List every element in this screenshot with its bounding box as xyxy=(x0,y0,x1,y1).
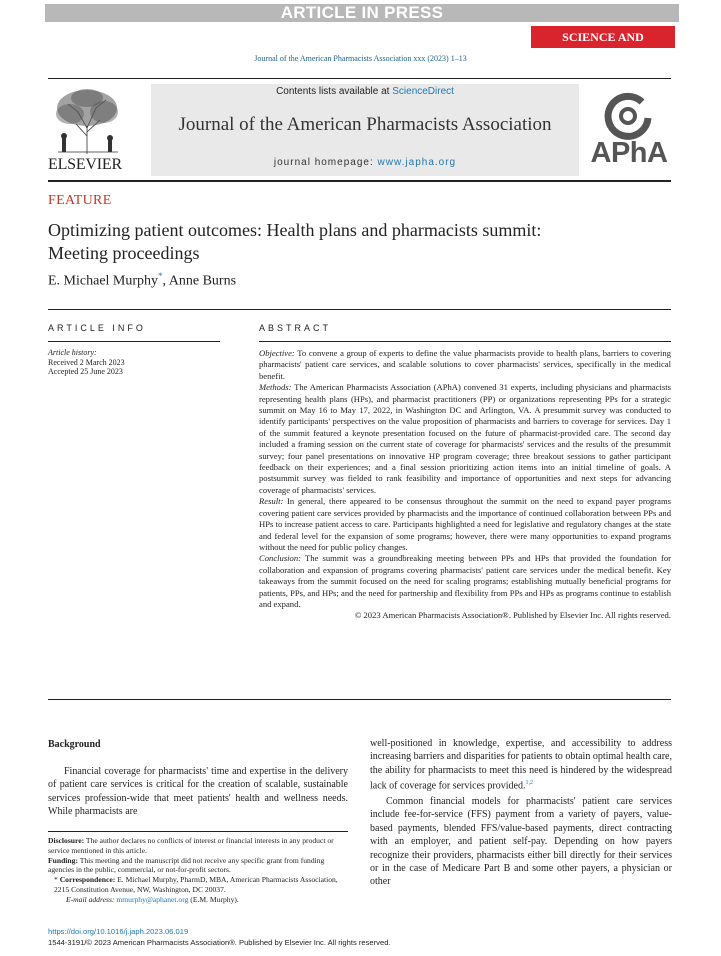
journal-title: Journal of the American Pharmacists Association xyxy=(178,114,552,135)
objective-text: To convene a group of experts to define the value pharmacists provide to health plans, barriers to covering pharmacists' patient care services, and scalable solutions to cover pharmacists' services, specifically in the medical benefit. xyxy=(259,348,671,381)
journal-masthead xyxy=(151,84,579,176)
section-badge: SCIENCE AND PRACTICE xyxy=(531,26,675,48)
author-name[interactable]: E. Michael Murphy xyxy=(48,273,159,289)
homepage-link[interactable]: www.japha.org xyxy=(377,157,457,168)
history-label: Article history: xyxy=(48,348,97,357)
abstract-heading: ABSTRACT xyxy=(259,323,332,333)
abstract-result xyxy=(259,496,671,553)
paragraph-text: well-positioned in knowledge, expertise, and accessibility to address increasing barriers and disparities for patients to obtain optimal health care, the ability for pharmacists to meet this need is hindered by the widespread lack of coverage for services provided. xyxy=(370,738,672,792)
methods-text: The American Pharmacists Association (APhA) convened 31 experts, including physicians and pharmacists representing health plans (HPs), and pharmacist practitioners (PP) or organizations representing PPs for a strategic summit on May 16 to May 17, 2022, in Washington DC and Arlington, VA. A presummit survey was conducted to identify participants' perspectives on the value proposition of pharmacists and barriers to coverage for services. Day 1 of the summit featured a keynote presentation focused on the future of pharmacist-provided care. The second day included a framing session on the current state of coverage for pharmacists' services and the results of the presummit survey; four panel presentations on innovative HP program coverage; three breakout sessions to gather participant feedback on their experiences; and a final session prioritizing action items into an initial timeline of goals. A postsummit survey was fielded to rank feasibility and importance of opportunities and next steps for advancing coverage of pharmacists' services. xyxy=(259,382,671,495)
conclusion-text: The summit was a groundbreaking meeting between PPs and HPs that provided the foundation for collaboration and expansion of programs covering pharmacists' patient care services under the medical benefit. Key takeaways from the summit focused on the need for scaling programs; establishing mutually beneficial programs for patients, PPs, and HPs; and the need for partnership and flexibility from PPs and HPs as programs continue to establish and expand. xyxy=(259,553,671,609)
doi-link[interactable]: https://doi.org/10.1016/j.japh.2023.06.019 xyxy=(48,927,189,936)
sciencedirect-link[interactable]: ScienceDirect xyxy=(392,86,454,97)
elsevier-tree-icon xyxy=(48,86,126,156)
disclosure-note xyxy=(48,836,350,856)
methods-label: Methods: xyxy=(259,382,292,393)
contents-line xyxy=(151,86,579,97)
correspondence-mark[interactable]: * xyxy=(158,271,163,281)
body-left-paragraph: Financial coverage for pharmacists' time and expertise in the delivery of patient care services is critical for the creation of scalable, sustainable services profession-wide that meet patients' health and wellness needs. While pharmacists are xyxy=(48,766,348,818)
abstract-copyright: © 2023 American Pharmacists Association®. Published by Elsevier Inc. All rights reserved. xyxy=(354,610,671,621)
background-heading: Background xyxy=(48,739,101,750)
contents-prefix: Contents lists available at xyxy=(276,86,393,97)
email-suffix: (E.M. Murphy). xyxy=(188,894,239,904)
issn-copyright: 1544-3191/© 2023 American Pharmacists Association®. Published by Elsevier Inc. All rights reserved. xyxy=(48,938,391,947)
received-date: Received 2 March 2023 xyxy=(48,357,125,367)
author-list xyxy=(48,271,236,290)
funding-label: Funding: xyxy=(48,855,78,865)
email-label: E-mail address: xyxy=(66,894,115,904)
result-label: Result: xyxy=(259,496,284,507)
footnote-rule xyxy=(48,831,348,832)
homepage-line xyxy=(151,157,579,168)
homepage-prefix: journal homepage: xyxy=(273,157,378,168)
title-rule xyxy=(48,309,671,310)
body-right-column xyxy=(370,737,672,889)
elsevier-wordmark: ELSEVIER xyxy=(48,156,122,173)
citation-line: Journal of the American Pharmacists Association xxx (2023) 1–13 xyxy=(254,54,467,63)
abstract-conclusion xyxy=(259,553,671,610)
footnotes xyxy=(48,836,350,905)
accepted-date: Accepted 25 June 2023 xyxy=(48,367,123,376)
article-title: Optimizing patient outcomes: Health plans and pharmacists summit: Meeting proceedings xyxy=(48,220,542,263)
abstract-objective xyxy=(259,348,671,382)
conclusion-label: Conclusion: xyxy=(259,553,302,564)
body-paragraph xyxy=(370,737,672,793)
header-top-rule xyxy=(48,78,671,79)
article-info-heading: ARTICLE INFO xyxy=(48,323,146,333)
article-in-press-label: ARTICLE IN PRESS xyxy=(280,3,444,22)
objective-label: Objective: xyxy=(259,348,295,358)
abstract-body xyxy=(259,348,671,622)
correspondence-mark: * xyxy=(54,875,60,885)
abstract-bottom-rule xyxy=(48,699,671,700)
funding-text: This meeting and the manuscript did not receive any specific grant from funding agencies in the public, commercial, or not-for-profit sectors. xyxy=(48,855,325,875)
body-paragraph: Common financial models for pharmacists' patient care services include fee-for-service (FFS) payment from a variety of payers, value-based payments, blended FFS/value-based payments, direct contracting with an employer, and patient self-pay. Depending on how payers recognize their providers, pharmacists either bill directly for their services or in the case of Medicare Part B and some other payers, a physician or other xyxy=(370,795,672,888)
disclosure-label: Disclosure: xyxy=(48,836,85,845)
email-note xyxy=(48,895,350,905)
correspondence-note xyxy=(48,875,350,895)
correspondence-text: E. Michael Murphy, PharmD, MBA, American Pharmacists Association, 2215 Constitution Avenue, NW, Washington, DC 20037. xyxy=(54,875,338,894)
correspondence-label: Correspondence: xyxy=(59,875,116,885)
feature-label: FEATURE xyxy=(48,193,112,208)
article-info-rule xyxy=(48,341,220,342)
email-link[interactable]: mmurphy@aphanet.org xyxy=(116,894,189,904)
reference-link[interactable]: 1,2 xyxy=(525,780,533,787)
author-separator: , xyxy=(162,273,169,289)
header-bottom-rule xyxy=(48,180,671,182)
article-in-press-banner xyxy=(45,4,679,22)
funding-note xyxy=(48,856,350,876)
author-name[interactable]: Anne Burns xyxy=(168,273,237,289)
abstract-methods xyxy=(259,382,671,496)
disclosure-text: The author declares no conflicts of interest or financial interests in any product or service mentioned in this article. xyxy=(48,836,334,855)
result-text: In general, there appeared to be consensus throughout the summit on the need to expand payer programs covering patient care services provided by pharmacists and the importance of continued collaboration between PPs and HPs to increase patient access to care. Participants highlighted a need for legislative and regulatory changes at the state and federal level for the expansion of some programs; however, there were many opportunities to expand programs without the need for public policy changes. xyxy=(259,496,671,552)
article-history xyxy=(48,348,223,377)
apha-wordmark: APhA xyxy=(590,137,668,169)
abstract-rule xyxy=(259,341,671,342)
